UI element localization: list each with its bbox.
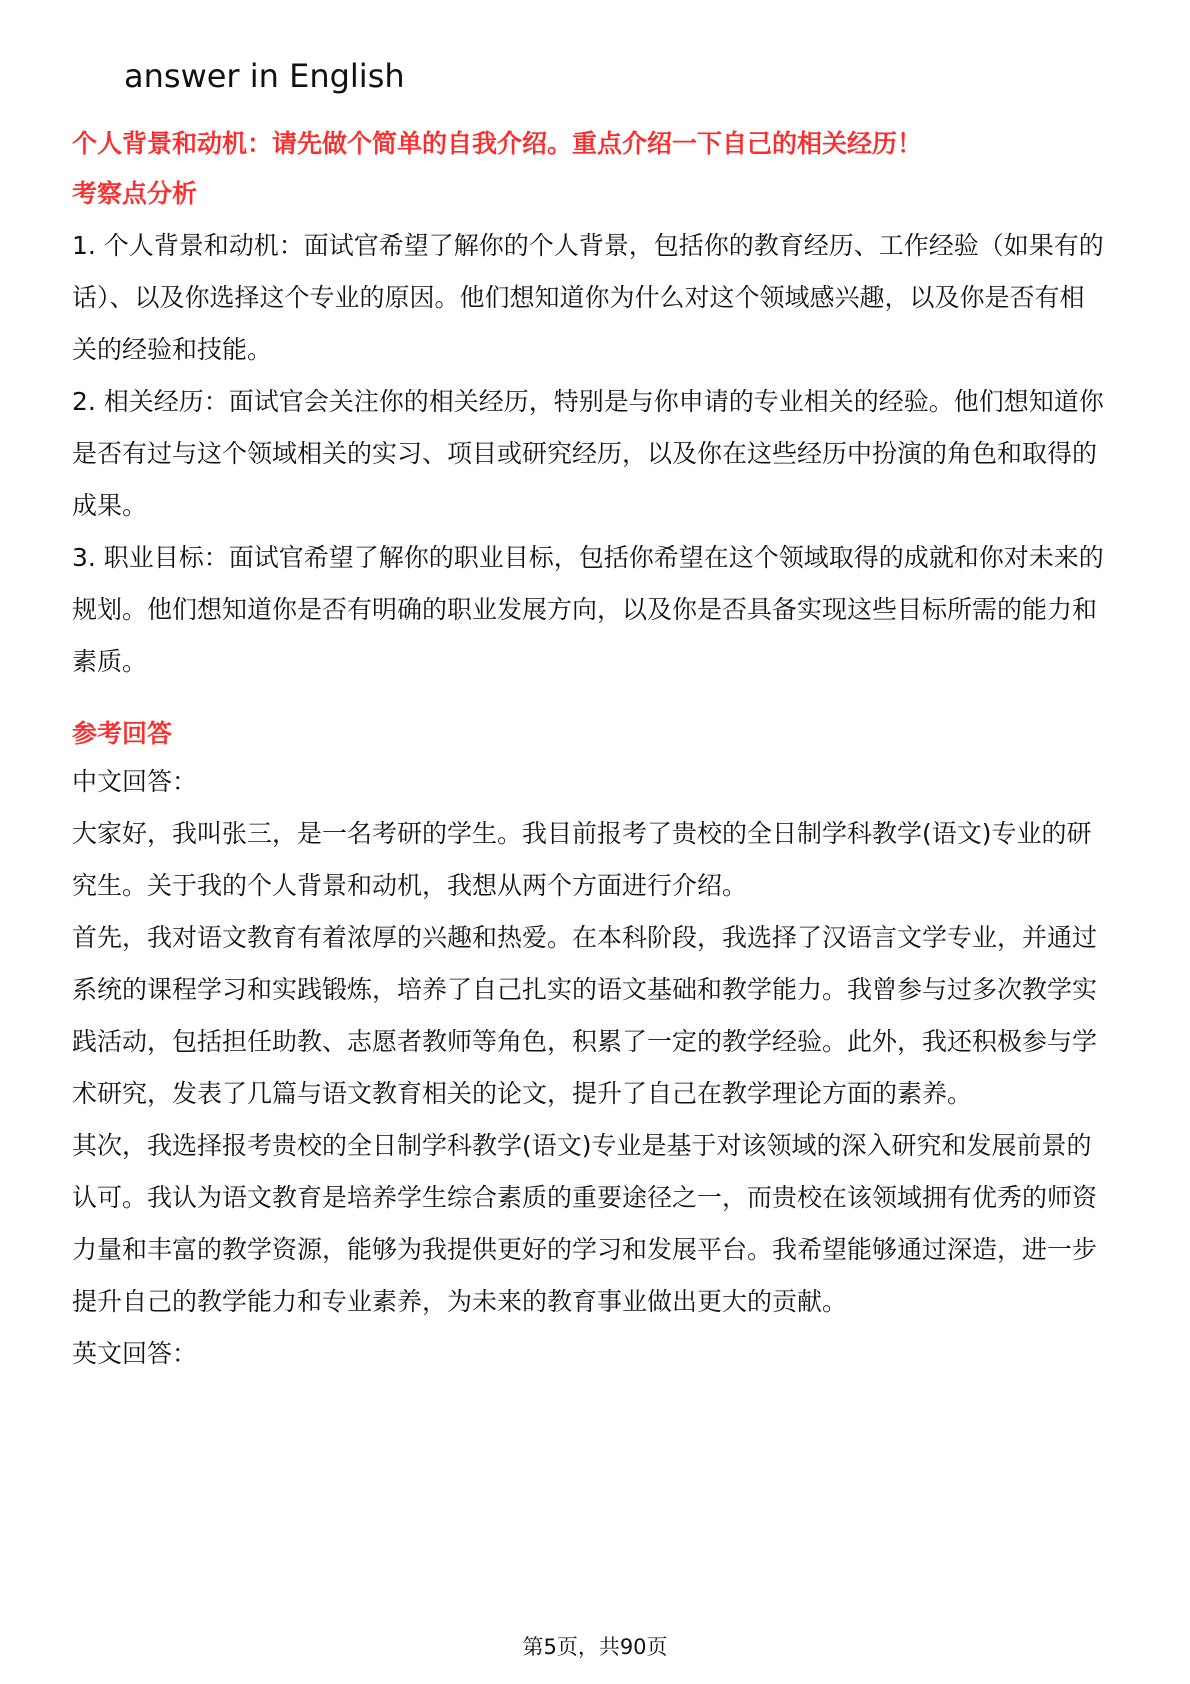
english-answer-label: 英文回答：: [72, 1339, 198, 1368]
question-title: 个人背景和动机：请先做个简单的自我介绍。重点介绍一下自己的相关经历！: [72, 129, 923, 158]
answer-language-note: answer in English: [124, 57, 405, 95]
analysis-heading: 考察点分析: [72, 179, 198, 208]
answer-paragraph-2: 首先，我对语文教育有着浓厚的兴趣和热爱。在本科阶段，我选择了汉语言文学专业，并通过系统的课程学习和实践锻炼，培养了自己扎实的语文基础和教学能力。我曾参与过多次教学实践活动，包括担任助教、志愿者教师等角色，积累了一定的教学经验。此外，我还积极参与学术研究，发表了几篇与语文教育相关的论文，提升了自己在教学理论方面的素养。: [72, 923, 1098, 1108]
analysis-item-2: 2. 相关经历：面试官会关注你的相关经历，特别是与你申请的专业相关的经验。他们想知道你是否有过与这个领域相关的实习、项目或研究经历，以及你在这些经历中扮演的角色和取得的成果。: [72, 387, 1104, 520]
reference-answer-heading: 参考回答: [72, 719, 173, 748]
analysis-item-3: 3. 职业目标：面试官希望了解你的职业目标，包括你希望在这个领域取得的成就和你对未来的规划。他们想知道你是否有明确的职业发展方向，以及你是否具备实现这些目标所需的能力和素质。: [72, 543, 1104, 676]
page-content: [72, 52, 1108, 1612]
analysis-item-1: 1. 个人背景和动机：面试官希望了解你的个人背景，包括你的教育经历、工作经验（如果有的话）、以及你选择这个专业的原因。他们想知道你为什么对这个领域感兴趣，以及你是否有相关的经验和技能。: [72, 231, 1104, 364]
page-footer: 第5页，共90页: [522, 1635, 668, 1659]
answer-paragraph-1: 大家好，我叫张三，是一名考研的学生。我目前报考了贵校的全日制学科教学(语文)专业的研究生。关于我的个人背景和动机，我想从两个方面进行介绍。: [72, 819, 1092, 900]
analysis-list: [72, 220, 1108, 688]
chinese-answer-label: 中文回答：: [72, 767, 198, 796]
answer-paragraph-3: 其次，我选择报考贵校的全日制学科教学(语文)专业是基于对该领域的深入研究和发展前景的认可。我认为语文教育是培养学生综合素质的重要途径之一，而贵校在该领域拥有优秀的师资力量和丰富的教学资源，能够为我提供更好的学习和发展平台。我希望能够通过深造，进一步提升自己的教学能力和专业素养，为未来的教育事业做出更大的贡献。: [72, 1131, 1098, 1316]
